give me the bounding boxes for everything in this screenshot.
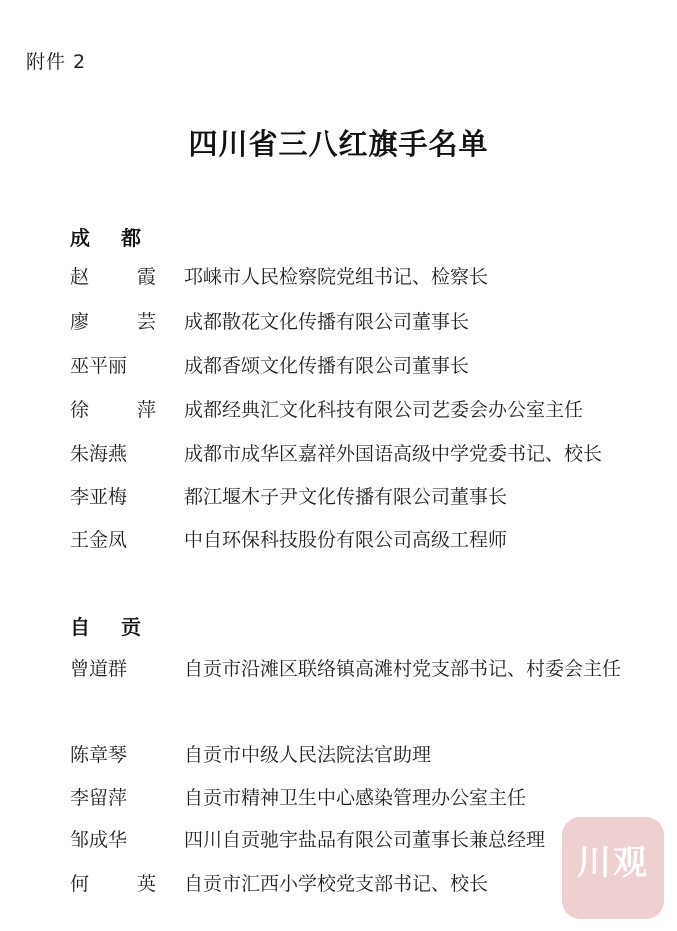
person-name: 徐 萍 <box>70 399 178 421</box>
person-position: 成都经典汇文化科技有限公司艺委会办公室主任 <box>184 399 584 421</box>
person-position: 四川自贡驰宇盐品有限公司董事长兼总经理 <box>184 829 546 851</box>
person-position: 成都市成华区嘉祥外国语高级中学党委书记、校长 <box>184 443 603 465</box>
person-name: 巫平丽 <box>70 355 128 377</box>
section-heading-chengdu: 成 都 <box>70 226 153 250</box>
person-name: 邹成华 <box>70 829 128 851</box>
person-name: 廖 芸 <box>70 311 178 333</box>
watermark-text: 川观 <box>577 843 649 883</box>
person-position: 自贡市中级人民法院法官助理 <box>184 744 432 766</box>
person-name: 何 英 <box>70 873 178 895</box>
page-title: 四川省三八红旗手名单 <box>188 127 489 161</box>
person-position: 邛崃市人民检察院党组书记、检察长 <box>184 266 489 288</box>
person-name: 李亚梅 <box>70 486 128 508</box>
person-position: 自贡市汇西小学校党支部书记、校长 <box>184 873 489 895</box>
person-position: 自贡市沿滩区联络镇高滩村党支部书记、村委会主任 <box>184 658 622 680</box>
attachment-label: 附件 2 <box>26 51 87 73</box>
person-position: 中自环保科技股份有限公司高级工程师 <box>184 529 508 551</box>
person-position: 都江堰木子尹文化传播有限公司董事长 <box>184 486 508 508</box>
person-position: 自贡市精神卫生中心感染管理办公室主任 <box>184 787 527 809</box>
person-position: 成都散花文化传播有限公司董事长 <box>184 311 470 333</box>
person-name: 朱海燕 <box>70 443 128 465</box>
person-name: 赵 霞 <box>70 266 178 288</box>
person-name: 陈章琴 <box>70 744 128 766</box>
section-heading-zigong: 自 贡 <box>70 615 153 639</box>
person-name: 李留萍 <box>70 787 128 809</box>
person-name: 王金凤 <box>70 529 128 551</box>
person-position: 成都香颂文化传播有限公司董事长 <box>184 355 470 377</box>
person-name: 曾道群 <box>70 658 128 680</box>
watermark-logo <box>562 817 664 919</box>
